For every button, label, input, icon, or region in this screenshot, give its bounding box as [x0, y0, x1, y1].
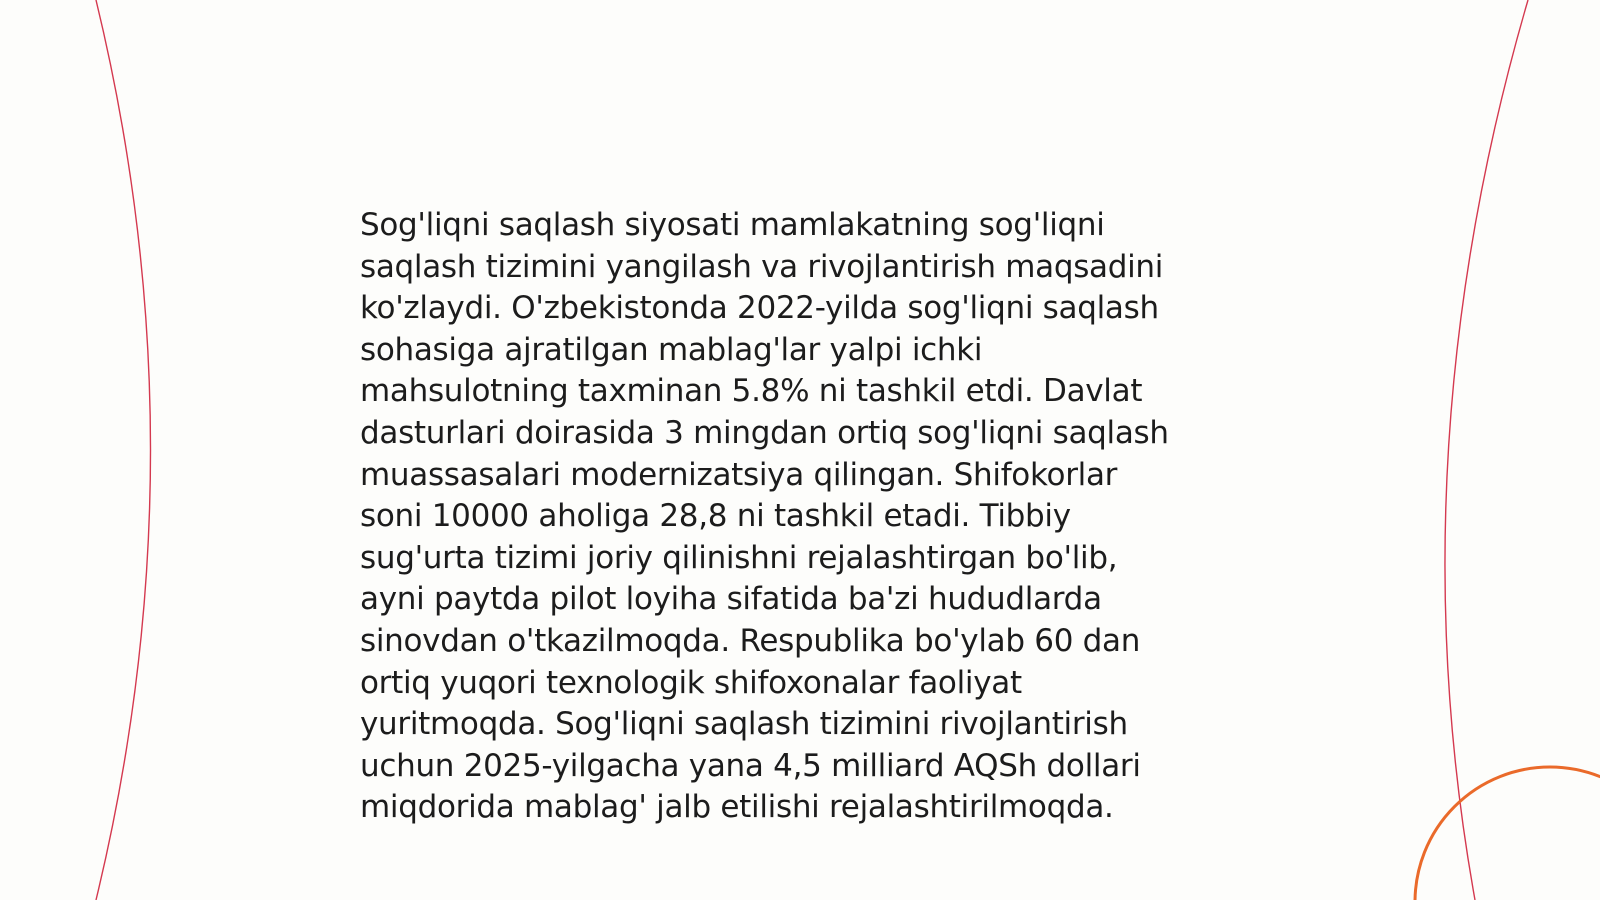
corner-circle: [1415, 767, 1600, 900]
slide-body-text: Sog'liqni saqlash siyosati mamlakatning sog'liqni saqlash tizimini yangilash va rivojlantirish maqsadini ko'zlaydi. O'zbekistonda 2022-yilda sog'liqni saqlash sohasiga ajratilgan mablag'lar yalpi ichki mahsulotning taxminan 5.8% ni tashkil etdi. Davlat dasturlari doirasida 3 mingdan ortiq sog'liqni saqlash muassasalari modernizatsiya qilingan. Shifokorlar soni 10000 aholiga 28,8 ni tashkil etadi. Tibbiy sug'urta tizimi joriy qilinishni rejalashtirgan bo'lib, ayni paytda pilot loyiha sifatida ba'zi hududlarda sinovdan o'tkazilmoqda. Respublika bo'ylab 60 dan ortiq yuqori texnologik shifoxonalar faoliyat yuritmoqda. Sog'liqni saqlash tizimini rivojlantirish uchun 2025-yilgacha yana 4,5 milliard AQSh dollari miqdorida mablag' jalb etilishi rejalashtirilmoqda.: [360, 207, 1169, 826]
left-curve-line: [96, 0, 151, 900]
right-curve-line: [1445, 0, 1528, 900]
